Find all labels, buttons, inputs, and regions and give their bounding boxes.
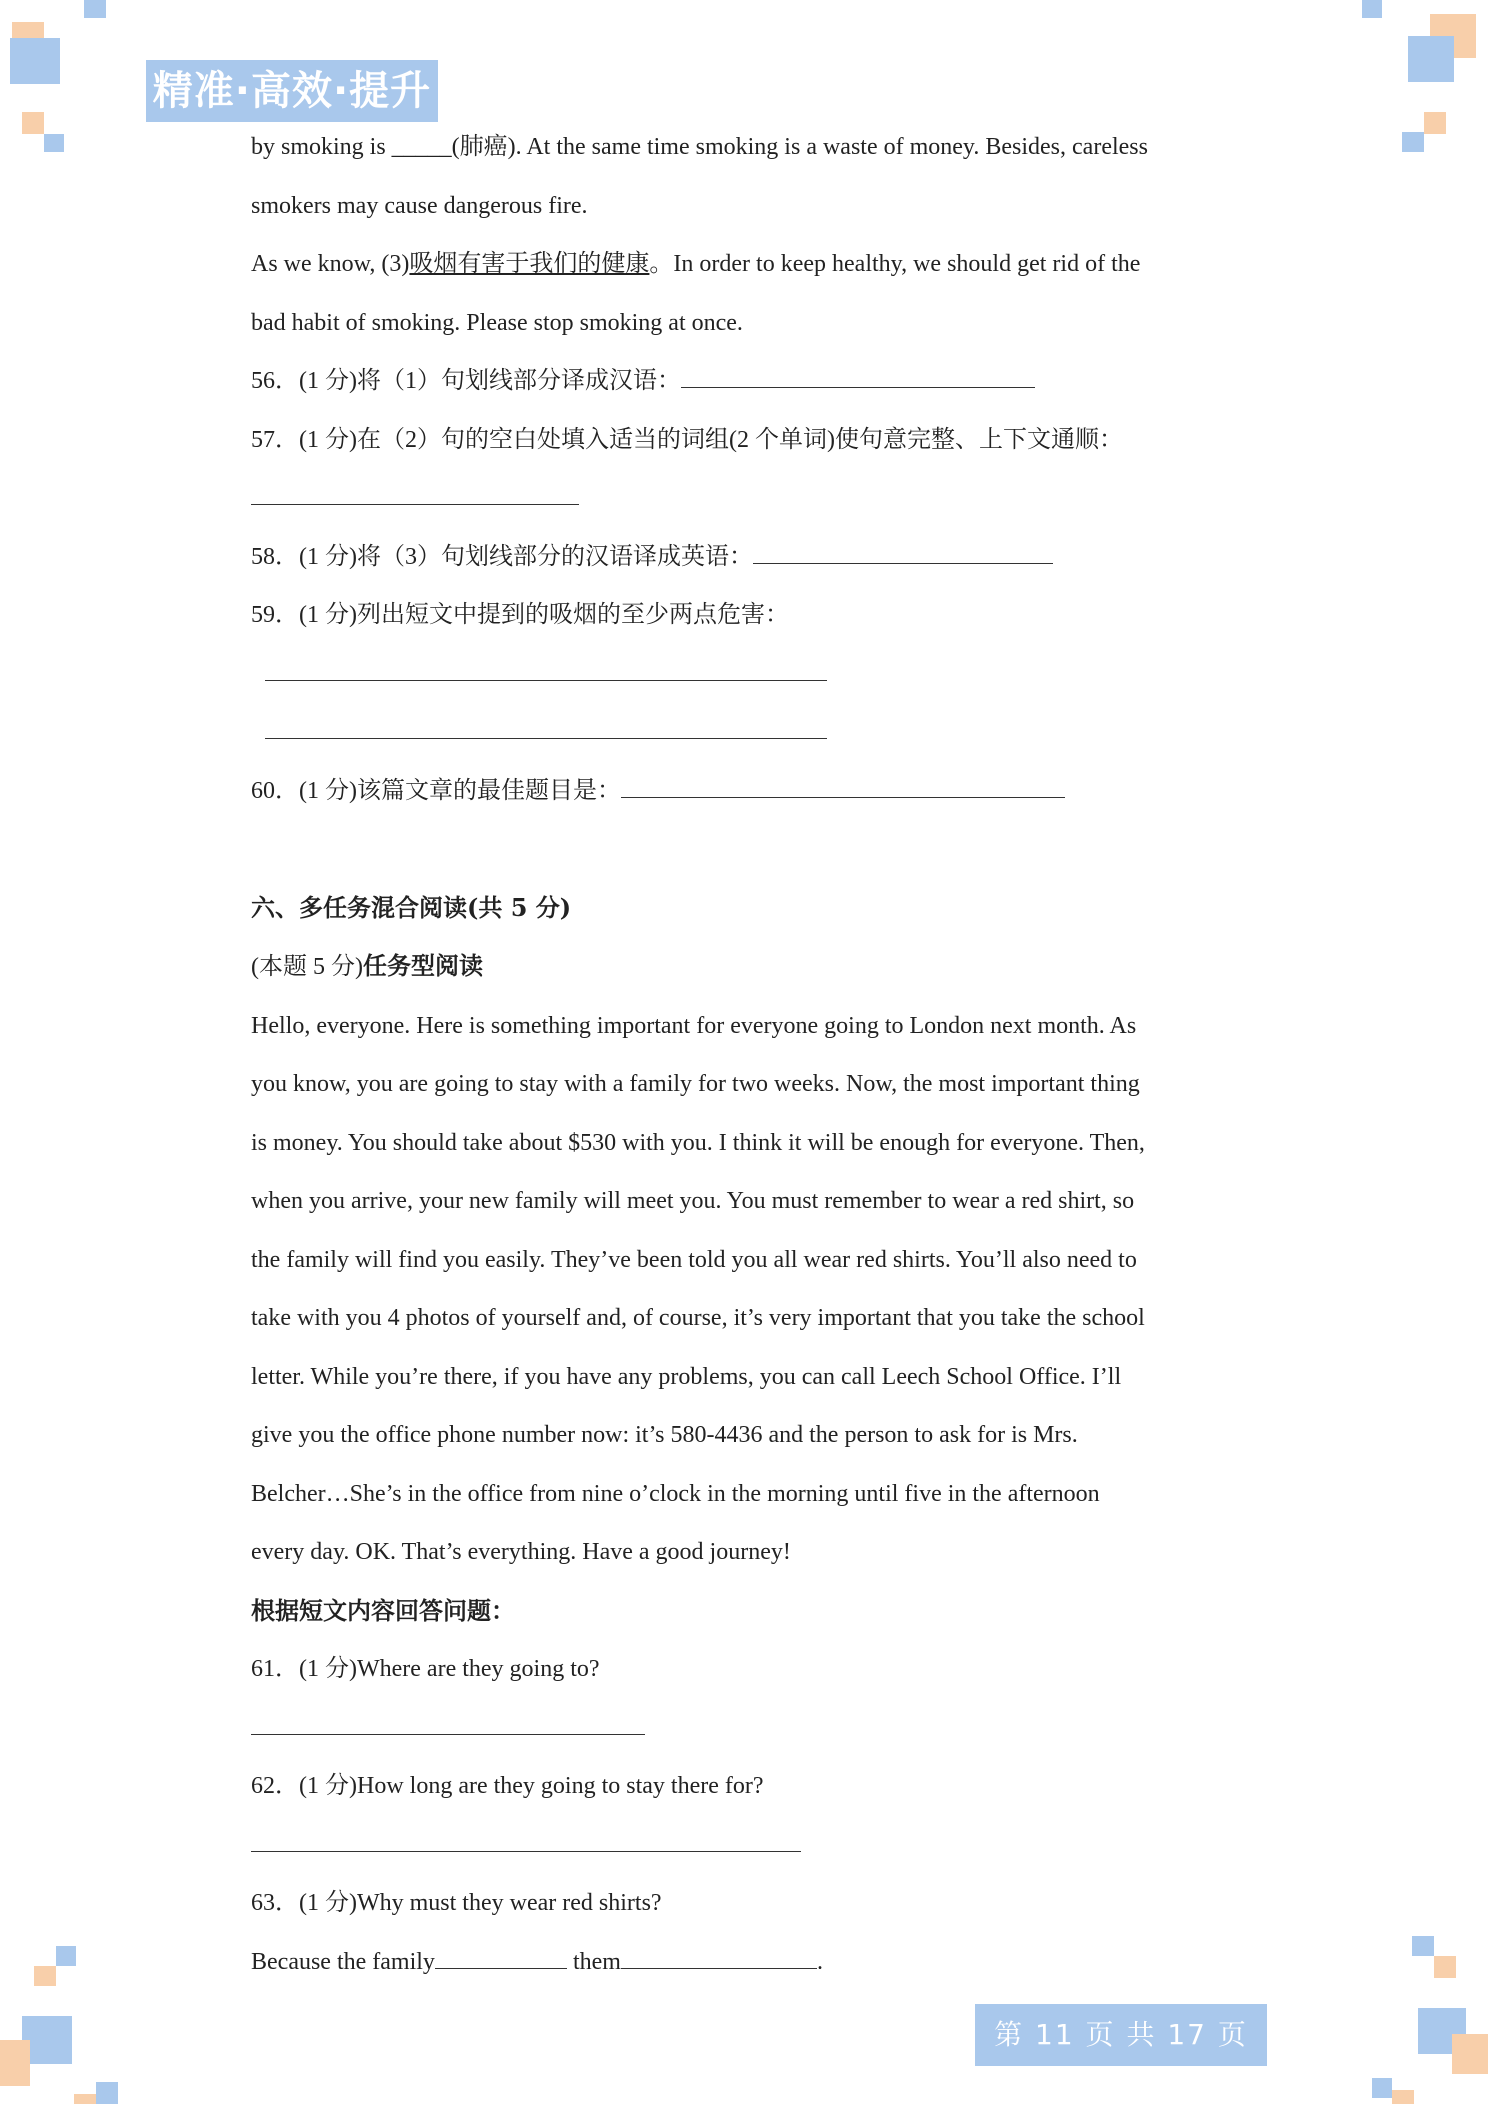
passage2-line-5: the family will find you easily. They’ve been told you all wear red shirts. You’ll also need to [251,1246,1137,1273]
question-62-blank-line [251,1816,1251,1875]
question-61: 61．(1 分)Where are they going to? [251,1656,600,1682]
passage1-line-2: smokers may cause dangerous fire. [251,192,588,219]
page-number-badge: 第 11 页 共 17 页 [975,2004,1267,2066]
passage2-line-7: letter. While you’re there, if you have any problems, you can call Leech School Office. I’ll [251,1363,1122,1390]
section-heading: 六、多任务混合阅读(共 5 分) [251,892,572,922]
passage2-line-4: when you arrive, your new family will meet you. You must remember to wear a red shirt, so [251,1188,1135,1214]
passage1-line-4: bad habit of smoking. Please stop smoking at once. [251,309,743,336]
passage2-line-3: is money. You should take about $530 with you. I think it will be enough for everyone. Then, [251,1129,1145,1156]
passage2-line-1: Hello, everyone. Here is something important for everyone going to London next month. As [251,1012,1137,1039]
question-56: 56．(1 分)将（1）句划线部分译成汉语： [251,352,1251,411]
answer-blank-62[interactable] [251,1831,801,1852]
answer-blank-60[interactable] [621,777,1065,798]
question-63-answer-line: Because the family them . [251,1948,823,1975]
passage2-line-9: Belcher…She’s in the office from nine o’clock in the morning until five in the afternoon [251,1480,1100,1507]
underlined-chinese-sentence: 吸烟有害于我们的健康 [409,251,650,277]
answer-blank-56[interactable] [681,367,1035,388]
passage1-line-3: As we know, (3)吸烟有害于我们的健康。In order to keep healthy, we should get rid of the [251,251,1141,277]
passage2-line-10: every day. OK. That’s everything. Have a good journey! [251,1539,791,1565]
answer-blank-61[interactable] [251,1714,645,1735]
passage2-line-6: take with you 4 photos of yourself and, of course, it’s very important that you take the school [251,1305,1145,1331]
answer-blank-59b[interactable] [265,718,827,739]
question-57-blank-line [251,469,1251,528]
question-60: 60．(1 分)该篇文章的最佳题目是： [251,762,1251,821]
answer-blank-57[interactable] [251,484,579,505]
question-59: 59．(1 分)列出短文中提到的吸烟的至少两点危害： [251,602,789,628]
answer-blank-63b[interactable] [621,1948,817,1969]
brand-banner: 精准·高效·提升 [146,60,438,122]
answer-blank-59a[interactable] [265,660,827,681]
question-61-blank-line [251,1699,1251,1758]
document-content [251,118,1251,1991]
answer-blank-63a[interactable] [435,1948,567,1969]
answer-instruction: 根据短文内容回答问题： [251,1595,515,1625]
question-62: 62．(1 分)How long are they going to stay there for? [251,1773,764,1799]
section-subheading: (本题 5 分)任务型阅读 [251,951,483,980]
answer-blank-58[interactable] [753,543,1053,564]
passage2-line-8: give you the office phone number now: it’s 580-4436 and the person to ask for is Mrs. [251,1422,1078,1448]
question-59-blank-line-2 [251,703,1251,762]
question-63: 63．(1 分)Why must they wear red shirts? [251,1890,662,1916]
question-57: 57．(1 分)在（2）句的空白处填入适当的词组(2 个单词)使句意完整、上下文通顺： [251,426,1123,453]
passage1-line-1: by smoking is _____(肺癌). At the same time smoking is a waste of money. Besides, careless [251,134,1148,160]
passage2-line-2: you know, you are going to stay with a family for two weeks. Now, the most important thing [251,1071,1140,1097]
question-58: 58．(1 分)将（3）句划线部分的汉语译成英语： [251,528,1251,587]
question-59-blank-line-1 [251,645,1251,704]
